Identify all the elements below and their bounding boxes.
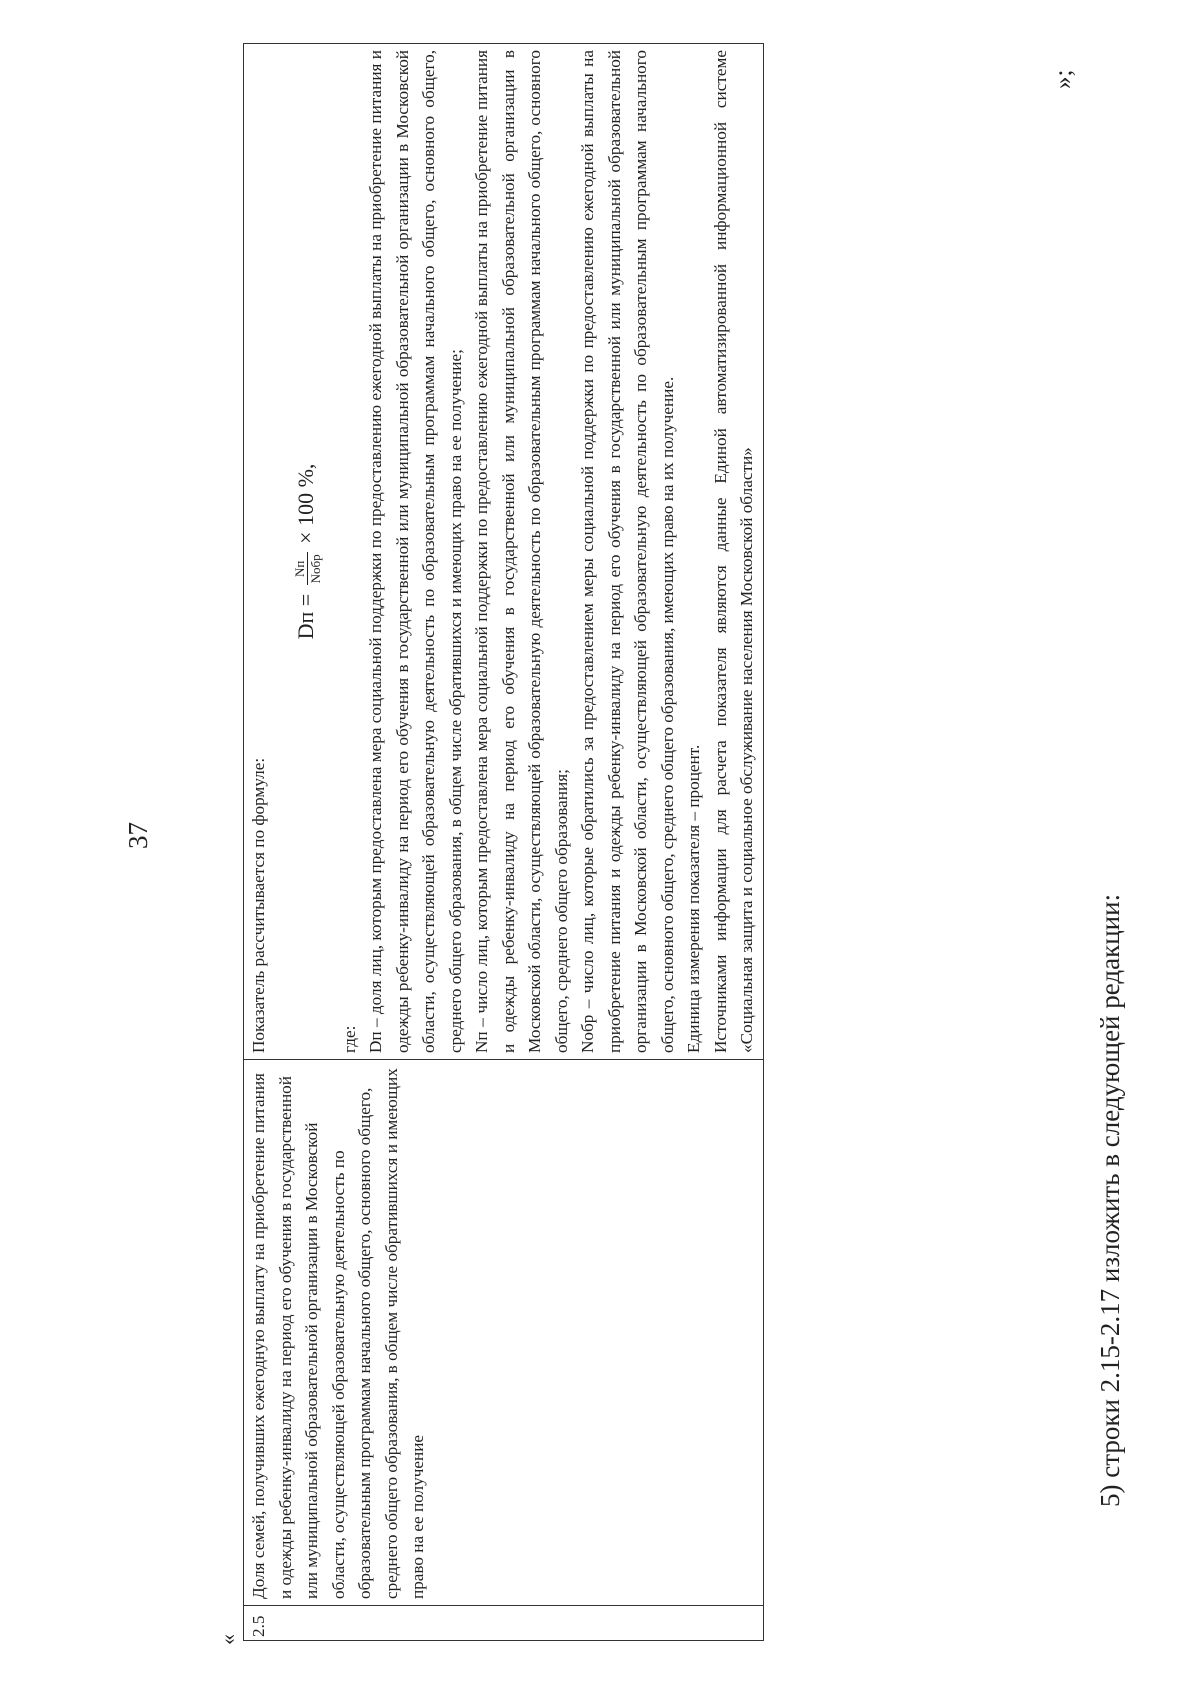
formula-intro: Показатель рассчитывается по формуле: xyxy=(249,757,268,1053)
formula-rhs: × 100 %, xyxy=(292,463,318,544)
information-source: Источниками информации для расчета показателя являются данные Единой автоматизированной информационной системе «Социальная защита и социальное обслуживание населения Московской области» xyxy=(710,50,757,1053)
opening-quote: « xyxy=(215,1634,240,1645)
rotated-page xyxy=(30,17,1150,1657)
formula xyxy=(291,50,323,1053)
indicator-name: Доля семей, получивших ежегодную выплату на приобретение питания и одежды ребенку-инвалиду на период его обучения в государственной или муниципальной образовательной организации в Московской области, осуществляющей образовательную деятельность по образовательным программам начального общего, основного общего, среднего общего образования, в общем числе обратившихся и имеющих право на ее получение xyxy=(244,1060,764,1606)
next-amendment-line: 5) строки 2.15-2.17 изложить в следующей редакции: xyxy=(1095,893,1125,1507)
row-number: 2.5 xyxy=(244,1606,764,1641)
formula-fraction xyxy=(292,552,323,585)
definition-dp: Dп – доля лиц, которым предоставлена мера социальной поддержки по предоставлению ежегодной выплаты на приобретение питания и одежды ребенку-инвалиду на период его обучения в государственной или муниципальной образовательной организации в Московской области, осуществляющей образовательную деятельность по образовательным программам начального общего, основного общего, среднего общего образования, в общем числе обратившихся и имеющих право на ее получение; xyxy=(366,50,465,1053)
definition-np: Nп – число лиц, которым предоставлена мера социальной поддержки по предоставлению ежегодной выплаты на приобретение питания и одежды ребенку-инвалиду на период его обучения в государственной или муниципальной образовательной организации в Московской области, осуществляющей образовательную деятельность по образовательным программам начального общего, основного общего, среднего общего образования; xyxy=(472,50,571,1053)
formula-numerator: Nп xyxy=(292,552,308,585)
formula-denominator: Nобр xyxy=(307,554,323,584)
where-label: где: xyxy=(339,1025,359,1053)
formula-lhs: Dп = xyxy=(292,593,318,640)
unit-of-measure: Единица измерения показателя – процент. xyxy=(684,744,704,1053)
page-number: 37 xyxy=(123,822,153,849)
closing-quote: »; xyxy=(1050,69,1077,89)
table-row xyxy=(244,44,764,1641)
indicator-description xyxy=(244,44,764,1060)
indicator-table xyxy=(243,43,764,1641)
definition-nobr: Nобр – число лиц, которые обратились за предоставлением меры социальной поддержки по предоставлению ежегодной выплаты на приобретение питания и одежды ребенку-инвалиду на период его обучения в государственной или муниципальной образовательной организации в Московской области, осуществляющей образовательную деятельность по образовательным программам начального общего, основного общего, среднего общего образования, имеющих право на их получение. xyxy=(578,50,677,1053)
